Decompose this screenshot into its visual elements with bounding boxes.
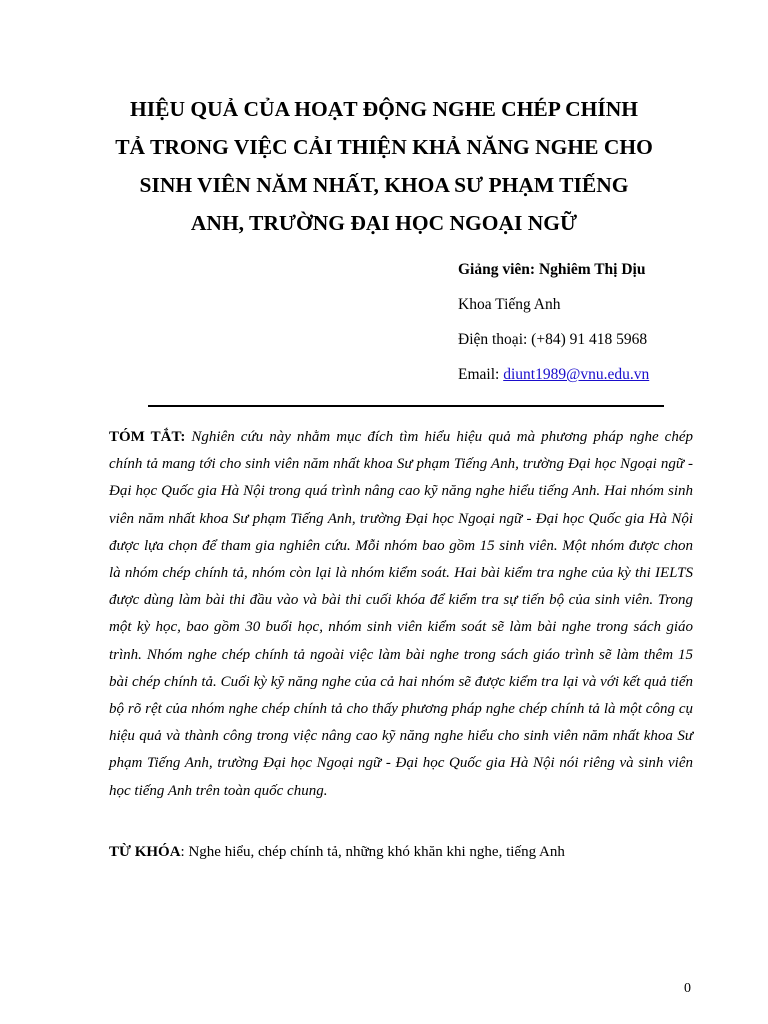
author-info xyxy=(458,252,649,392)
title-line-1: HIỆU QUẢ CỦA HOẠT ĐỘNG NGHE CHÉP CHÍNH xyxy=(130,97,638,121)
keywords-label: TỪ KHÓA xyxy=(109,844,181,860)
title-line-4: ANH, TRƯỜNG ĐẠI HỌC NGOẠI NGỮ xyxy=(190,211,578,235)
author-name: Giảng viên: Nghiêm Thị Dịu xyxy=(458,261,646,278)
author-phone: Điện thoại: (+84) 91 418 5968 xyxy=(458,331,648,348)
abstract xyxy=(109,424,693,805)
section-divider xyxy=(148,405,664,407)
paper-title xyxy=(100,90,668,242)
abstract-label: TÓM TẮT: xyxy=(109,429,186,445)
abstract-text: Nghiên cứu này nhằm mục đích tìm hiểu hiệu quả mà phương pháp nghe chép chính tả mang tới cho sinh viên năm nhất khoa Sư phạm Tiếng Anh, trường Đại học Ngoại ngữ - Đại học Quốc gia Hà Nội trong quá trình nâng cao kỹ năng nghe hiểu tiếng Anh. Hai nhóm sinh viên năm nhất khoa Sư phạm Tiếng Anh, trường Đại học Ngoại ngữ - Đại học Quốc gia Hà Nội được lựa chọn để tham gia nghiên cứu. Mỗi nhóm bao gồm 15 sinh viên. Một nhóm được chon là nhóm chép chính tả, nhóm còn lại là nhóm kiểm soát. Hai bài kiểm tra nghe của kỳ thi IELTS được dùng làm bài thi đầu vào và bài thi cuối khóa để kiểm tra sự tiến bộ của sinh viên. Trong một kỳ học, bao gồm 30 buổi học, nhóm sinh viên kiểm soát sẽ làm bài nghe trong sách giáo trình. Nhóm nghe chép chính tả ngoài việc làm bài nghe trong sách giáo trình sẽ làm thêm 15 bài chép chính tả. Cuối kỳ kỹ năng nghe của cả hai nhóm sẽ được kiểm tra lại và với kết quả tiến bộ rõ rệt của nhóm nghe chép chính tả cho thấy phương pháp nghe chép chính tả là một công cụ hiệu quả và thành công trong việc nâng cao kỹ năng nghe hiểu cho sinh viên năm nhất khoa Sư phạm Tiếng Anh, trường Đại học Ngoại ngữ - Đại học Quốc gia Hà Nội nói riêng và sinh viên học tiếng Anh trên toàn quốc chung. xyxy=(109,429,693,799)
email-label: Email: xyxy=(458,366,504,383)
author-department: Khoa Tiếng Anh xyxy=(458,296,561,313)
author-email-row xyxy=(458,357,649,392)
page-number: 0 xyxy=(684,981,691,996)
keywords xyxy=(109,840,693,864)
title-line-2: TẢ TRONG VIỆC CẢI THIỆN KHẢ NĂNG NGHE CHO xyxy=(115,135,653,159)
keywords-text: : Nghe hiểu, chép chính tả, những khó khăn khi nghe, tiếng Anh xyxy=(180,844,565,860)
email-link[interactable]: diunt1989@vnu.edu.vn xyxy=(503,366,650,383)
title-line-3: SINH VIÊN NĂM NHẤT, KHOA SƯ PHẠM TIẾNG xyxy=(139,173,629,197)
